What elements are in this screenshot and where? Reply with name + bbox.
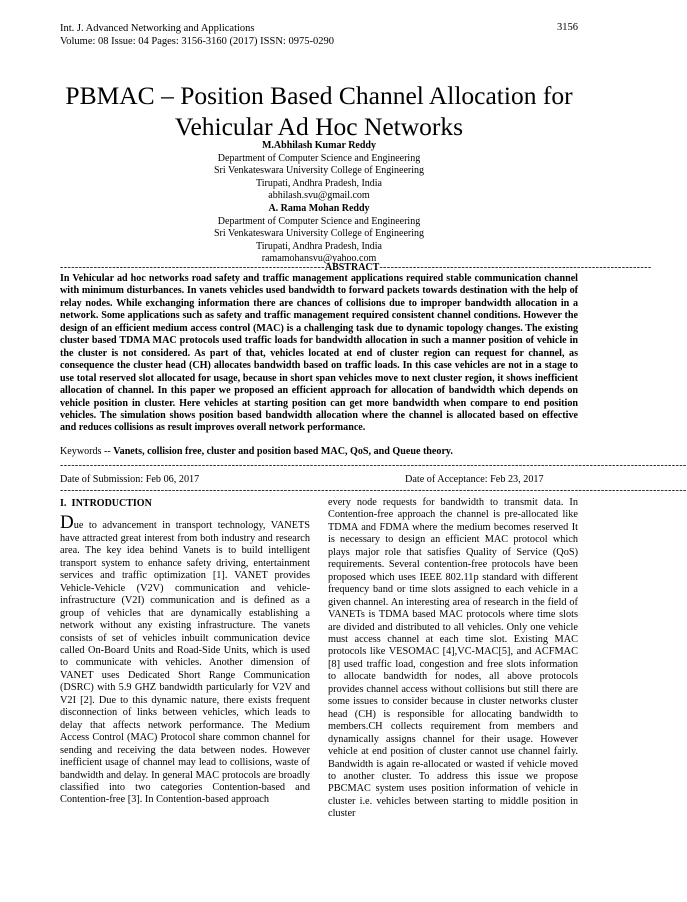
author-college: Sri Venkateswara University College of Engineering <box>213 228 425 240</box>
abstract-text: In Vehicular ad hoc networks road safety and traffic management applications required stable communication channel with minimum disturbances. In vanets vehicles used bandwidth to forward packets towards destination with the help of relay nodes. While exchanging information there are chances of collisions due to improper bandwidth allocation in a network. Some applications such as safety and traffic management required consistent channel conditions. However the design of an efficient medium access control (MAC) is a challenging task due to dynamic topology changes. The existing cluster based TDMA MAC protocols used traffic loads for bandwidth allocation in such a manner position of vehicle in the cluster is not considered. As part of that, vehicles located at end of cluster region can request for channel, as consequence the cluster head (CH) allocates bandwidth based on traffic loads. In this case vehicles are not in a stage to use total reserved slot allocated for usage, because in short span vehicles move to next cluster region, it shows inefficient allocation of channel. In this paper we proposed an efficient approach for allocation of bandwidth which depends on vehicle position in cluster. Here vehicles at starting position can get more bandwidth when compare to end position vehicles. The simulation shows position based bandwidth allocation where the channel is allocated based on effective and reduces collisions as result improves overall network performance. <box>60 273 578 434</box>
author-college: Sri Venkateswara University College of Engineering <box>213 165 425 177</box>
divider-line: ------------------------------------------------------------------------------------------------------------------------------------------------------------------------ <box>60 460 687 471</box>
abstract-divider: -----------------------------------------------------------------------ABSTRACT------------------------------------------------------------------------- <box>60 262 652 273</box>
author-name: M.Abhilash Kumar Reddy <box>261 140 376 151</box>
submission-date: Date of Submission: Feb 06, 2017 <box>60 474 200 485</box>
paper-title: PBMAC – Position Based Channel Allocation for Vehicular Ad Hoc Networks <box>65 81 573 141</box>
keywords-line <box>60 446 578 458</box>
volume-info: Volume: 08 Issue: 04 Pages: 3156-3160 (2017) ISSN: 0975-0290 <box>60 36 334 47</box>
acceptance-date: Date of Acceptance: Feb 23, 2017 <box>405 474 544 485</box>
author-city: Tirupati, Andhra Pradesh, India <box>255 177 382 189</box>
intro-text-right: every node requests for bandwidth to transmit data. In Contention-free approach the channel is pre-allocated like TDMA and FDMA where the medium becomes reserved It is necessary to design an efficient MAC protocol which plays major role that satisfies Quality of Service (QoS) requirements. Several contention-free protocols have been proposed which uses IEEE 802.11p standard with different frequency band or time slots assigned to each vehicle in a given channel. An interesting area of research in the field of VANETs is TDMA based MAC protocols where time slots are divided and distributed to all vehicles. Only one vehicle must access channel at each time slot. Existing MAC protocols like VESOMAC [4],VC-MAC[5], and ACFMAC [8] used traffic load, congestion and free slots information to allocate bandwidth for nodes, all above protocols provides channel access without collisions but still there are some issues to consider because in cluster networks cluster head (CH) is responsible for allocating bandwidth to members.CH collects requirement from members and dynamically assigns channel for their usage. However vehicle at end position of cluster cannot use channel fairly. Bandwidth is again re-allocated or wasted if vehicle moved to another cluster. To address this issue we propose PBCMAC system uses position information of vehicle in cluster i.e. vehicles between starting to middle position in cluster <box>328 497 578 820</box>
page-number: 3156 <box>557 22 578 33</box>
right-column <box>328 497 578 821</box>
author-email: abhilash.svu@gmail.com <box>268 190 370 202</box>
intro-text-left: ue to advancement in transport technology, VANETS have attracted great interest from both industry and research area. The key idea behind Vanets is to build intelligent transport system to enhance safety driving, entertainment services and traffic optimization [1]. VANET provides Vehicle-Vehicle (V2V) communication and vehicle-infrastructure (V2I) communication and is defined as a group of vehicles that are dynamically establishing a network without any existing infrastructure. The vanets consists of set of vehicles inbuilt communication device called On-Board Units and Road-Side Units, which is used to communicate with vehicles. Another dimension of VANET uses Dedicated Short Range Communication (DSRC) with 5.9 GHZ bandwidth particularly for V2V and V2I [2]. Due to this dynamic nature, there exists frequent disconnection of links between vehicles, which leads to delay that affects network performance. The Medium Access Control (MAC) Protocol share common channel for sending and receiving the data between nodes. However inefficient usage of channel may lead to collisions, waste of bandwidth and delay. In general MAC protocols are broadly classified into two categories Contention-based and Contention-free [3]. In Contention-based approach <box>60 520 310 806</box>
author-block <box>60 140 578 266</box>
abstract-label: ABSTRACT <box>324 262 380 273</box>
drop-cap: D <box>60 512 74 534</box>
running-header <box>60 22 334 48</box>
author-email: ramamohansvu@yahoo.com <box>261 253 377 265</box>
author-department: Department of Computer Science and Engineering <box>217 215 421 227</box>
author-department: Department of Computer Science and Engineering <box>217 152 421 164</box>
divider-line: ------------------------------------------------------------------------------------------------------------------------------------------------------------------------ <box>60 485 687 496</box>
left-column <box>60 494 310 807</box>
intro-paragraph <box>60 512 310 806</box>
keywords-text: Vanets, collision free, cluster and position based MAC, QoS, and Queue theory. <box>113 446 453 457</box>
journal-name: Int. J. Advanced Networking and Applications <box>60 23 255 34</box>
author-city: Tirupati, Andhra Pradesh, India <box>255 240 382 252</box>
section-heading: I. INTRODUCTION <box>60 497 152 509</box>
author-name: A. Rama Mohan Reddy <box>268 202 370 214</box>
keywords-label: Keywords -- <box>60 446 111 457</box>
